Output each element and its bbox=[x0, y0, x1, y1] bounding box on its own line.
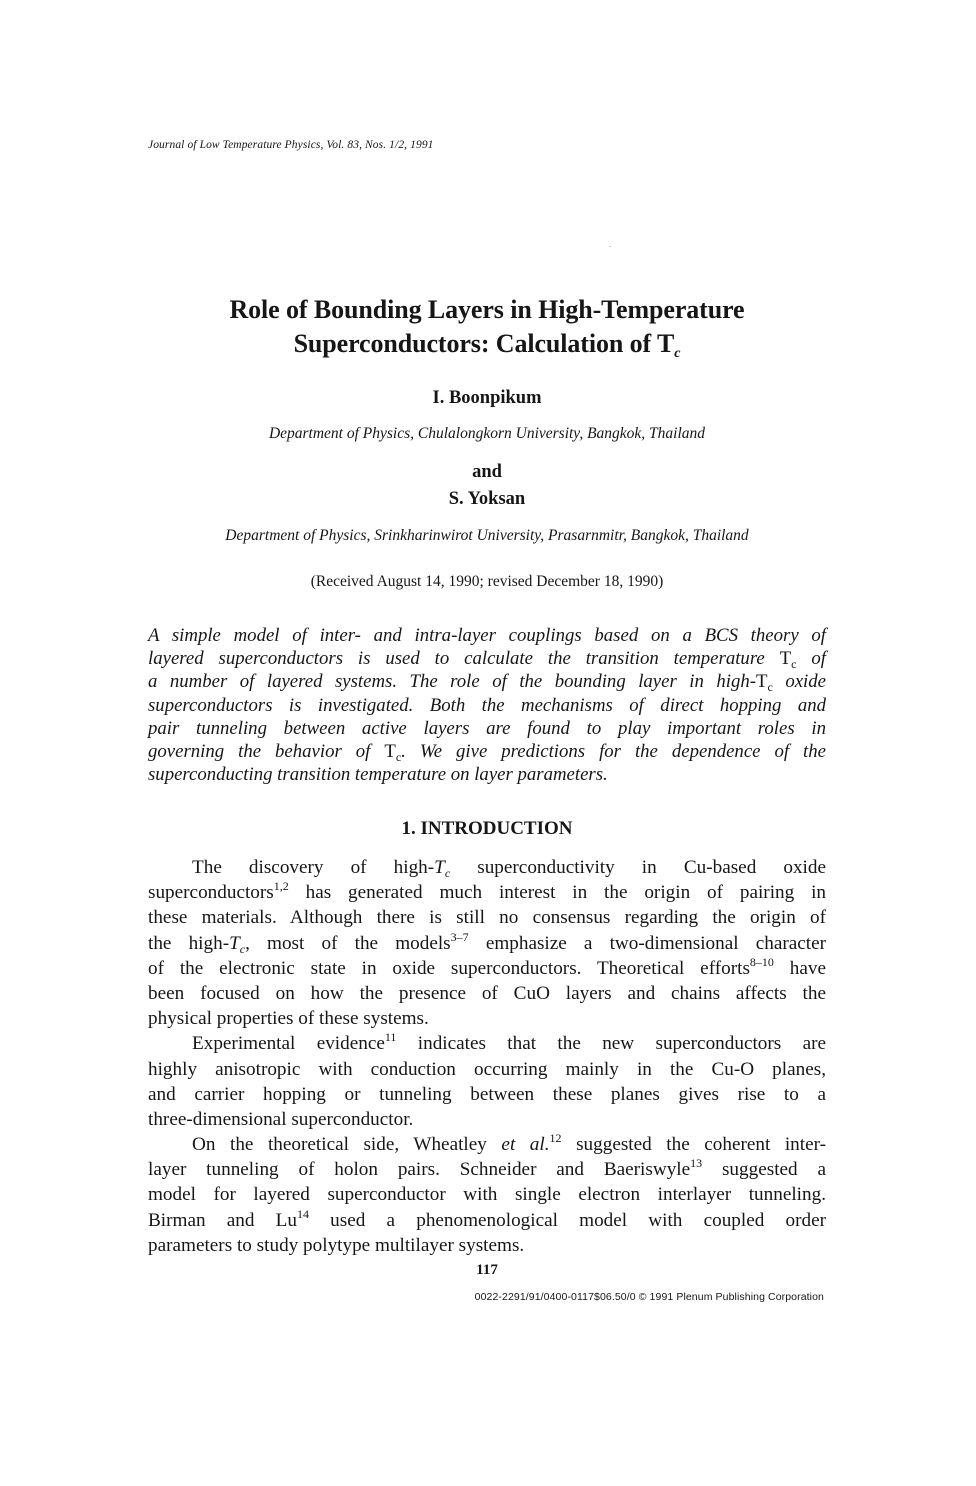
body-line: model for layered superconductor with single electron interlayer tunneling. bbox=[148, 1184, 826, 1206]
journal-header: Journal of Low Temperature Physics, Vol. 83, Nos. 1/2, 1991 bbox=[148, 139, 434, 151]
body-line: physical properties of these systems. bbox=[148, 1008, 429, 1030]
body-line bbox=[148, 956, 826, 981]
body-text-run: suggested a bbox=[721, 1159, 826, 1181]
affiliation-second: Department of Physics, Srinkharinwirot University, Prasarnmitr, Bangkok, Thailand bbox=[225, 527, 749, 544]
body-text bbox=[148, 855, 826, 1258]
body-text-run: has generated much interest in the origin of pairing in bbox=[305, 882, 826, 904]
body-line: been focused on how the presence of CuO layers and chains affects the bbox=[148, 982, 826, 1004]
body-line: three-dimensional superconductor. bbox=[148, 1108, 414, 1130]
abstract-line: superconductors is investigated. Both the mechanisms of direct hopping and bbox=[148, 694, 826, 716]
scan-speck bbox=[609, 246, 611, 247]
copyright-line: 0022-2291/91/0400-0117$06.50/0 © 1991 Plenum Publishing Corporation bbox=[474, 1291, 824, 1303]
body-text-run: layer tunneling of holon pairs. Schneider and Baeriswyle bbox=[148, 1159, 691, 1181]
reference-superscript: 3–7 bbox=[450, 929, 469, 944]
tc-symbol: T bbox=[779, 648, 792, 670]
abstract-text: governing the behavior of bbox=[148, 740, 371, 762]
abstract-text: oxide bbox=[785, 671, 826, 693]
tc-symbol: T bbox=[756, 671, 768, 693]
paper-title-line-1: Role of Bounding Layers in High-Temperature bbox=[229, 295, 745, 324]
body-text-run: superconductors bbox=[148, 882, 274, 904]
reference-superscript: 14 bbox=[296, 1206, 309, 1221]
tc-symbol: T bbox=[229, 932, 240, 954]
tc-subscript: c bbox=[395, 749, 402, 764]
tc-subscript: c bbox=[767, 680, 773, 695]
body-text-run: have bbox=[789, 957, 826, 979]
section-heading: 1. INTRODUCTION bbox=[401, 818, 573, 839]
body-line: highly anisotropic with conduction occurring mainly in the Cu-O planes, bbox=[148, 1058, 826, 1080]
abstract-line bbox=[148, 670, 826, 693]
body-text-run: indicates that the new superconductors are bbox=[417, 1033, 826, 1055]
body-text-run: the high- bbox=[148, 932, 230, 954]
reference-superscript: 12 bbox=[549, 1131, 562, 1146]
reference-superscript: 13 bbox=[690, 1156, 703, 1171]
body-text-run: used a phenomenological model with coupled order bbox=[330, 1209, 827, 1231]
tc-subscript: c bbox=[791, 657, 797, 672]
abstract-line bbox=[148, 647, 826, 670]
body-text-run: emphasize a two-dimensional character bbox=[485, 932, 826, 954]
body-text-run: superconductivity in Cu-based oxide bbox=[477, 857, 826, 878]
abstract-line bbox=[148, 740, 826, 763]
body-line: parameters to study polytype multilayer systems. bbox=[148, 1234, 525, 1256]
abstract-text: layered superconductors is used to calculate the transition temperature bbox=[148, 648, 765, 670]
abstract-text: . We give predictions for the dependence of the bbox=[401, 740, 826, 762]
body-text-run: Experimental evidence bbox=[192, 1033, 385, 1055]
et-al: et al. bbox=[501, 1134, 550, 1156]
body-line bbox=[148, 1031, 826, 1056]
received-dates: (Received August 14, 1990; revised December 18, 1990) bbox=[310, 573, 664, 590]
abstract-line: A simple model of inter- and intra-layer couplings based on a BCS theory of bbox=[148, 625, 826, 646]
reference-superscript: 8–10 bbox=[749, 954, 774, 969]
body-line bbox=[148, 1208, 826, 1233]
body-line bbox=[148, 855, 826, 880]
body-text-run: The discovery of high- bbox=[192, 857, 435, 878]
body-line bbox=[148, 931, 826, 956]
tc-subscript: c bbox=[239, 941, 246, 956]
reference-superscript: 1,2 bbox=[273, 879, 289, 894]
tc-symbol: T bbox=[434, 857, 445, 878]
paper-title-text: Superconductors: Calculation of T bbox=[293, 329, 675, 358]
body-text-run: suggested the coherent inter- bbox=[576, 1134, 827, 1156]
body-text-run: On the theoretical side, Wheatley bbox=[192, 1134, 487, 1156]
abstract bbox=[148, 624, 826, 786]
abstract-line: superconducting transition temperature on layer parameters. bbox=[148, 764, 608, 786]
tc-symbol: T bbox=[384, 740, 396, 762]
title-tc-subscript: c bbox=[674, 346, 681, 361]
abstract-text: of bbox=[811, 648, 826, 670]
tc-subscript: c bbox=[444, 866, 451, 880]
reference-superscript: 11 bbox=[384, 1030, 397, 1045]
body-text-run: , most of the models bbox=[245, 932, 451, 954]
body-text-run: Birman and Lu bbox=[148, 1209, 297, 1231]
author-second: S. Yoksan bbox=[448, 489, 526, 509]
affiliation-first: Department of Physics, Chulalongkorn University, Bangkok, Thailand bbox=[268, 425, 706, 442]
author-first: I. Boonpikum bbox=[432, 388, 542, 408]
abstract-line: pair tunneling between active layers are found to play important roles in bbox=[148, 717, 826, 739]
abstract-text: a number of layered systems. The role of the bounding layer in high- bbox=[148, 671, 757, 693]
body-line: these materials. Although there is still no consensus regarding the origin of bbox=[148, 907, 826, 929]
page-number: 117 bbox=[476, 1262, 498, 1278]
body-line bbox=[148, 880, 826, 905]
body-line: and carrier hopping or tunneling between these planes gives rise to a bbox=[148, 1083, 826, 1105]
body-text-run: of the electronic state in oxide superconductors. Theoretical efforts bbox=[148, 957, 750, 979]
body-line bbox=[148, 1157, 826, 1182]
body-line bbox=[148, 1132, 826, 1157]
paper-title-line-2 bbox=[148, 329, 826, 362]
author-conjunction: and bbox=[472, 462, 502, 482]
